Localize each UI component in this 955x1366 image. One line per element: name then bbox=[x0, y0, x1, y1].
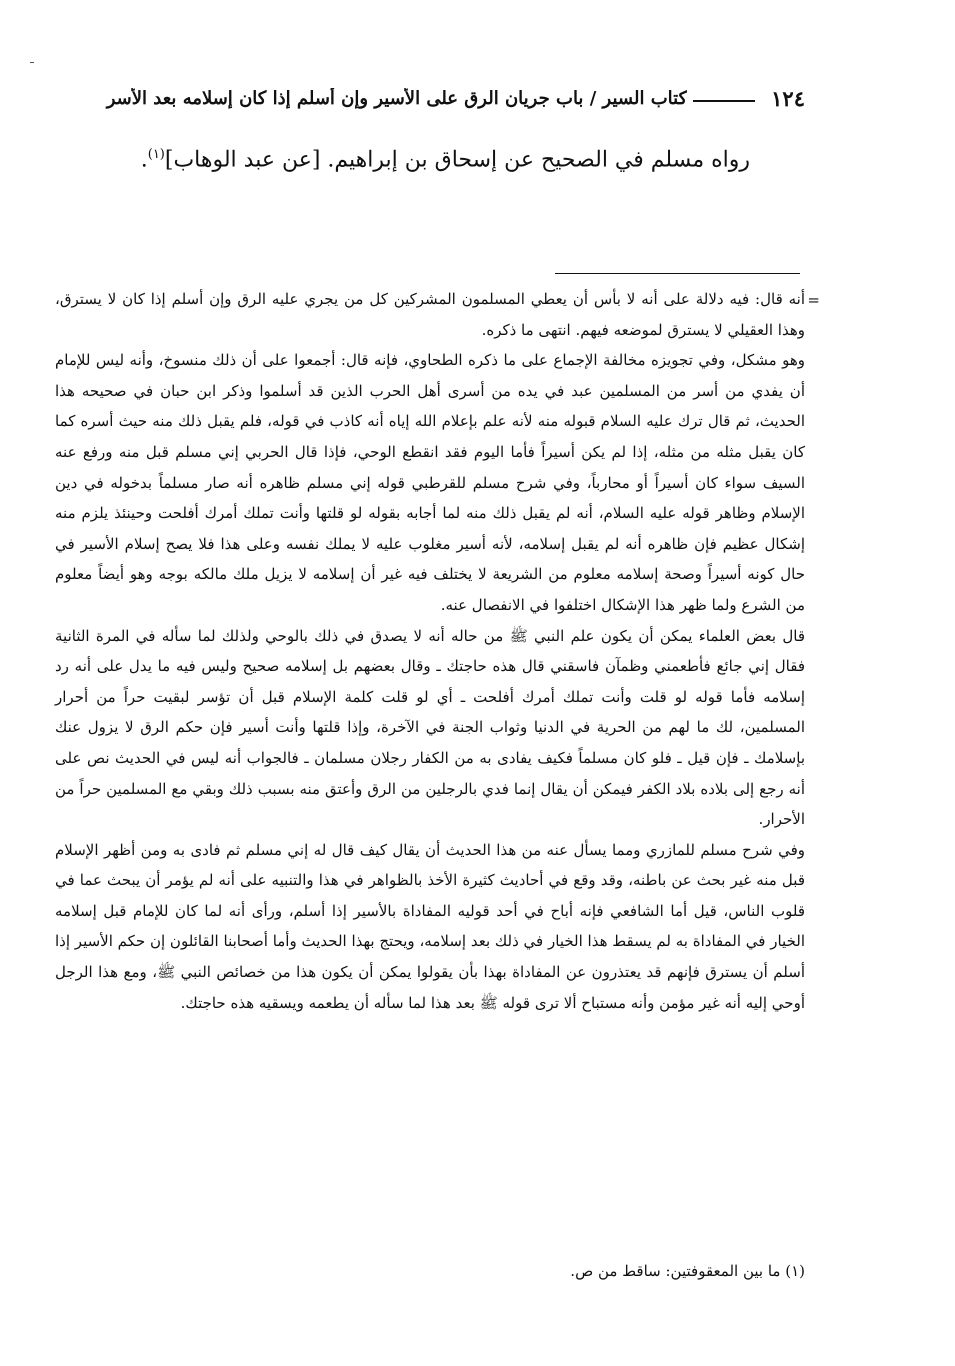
main-text-line: رواه مسلم في الصحيح عن إسحاق بن إبراهيم. [عن عبد الوهاب] bbox=[164, 147, 750, 173]
scan-speck bbox=[30, 62, 34, 63]
footnote-ref: (١) bbox=[147, 147, 165, 162]
footnote: (١) ما بين المعقوفتين: ساقط من ص. bbox=[570, 1262, 805, 1280]
commentary-paragraph: أنه قال: فيه دلالة على أنه لا بأس أن يعطي المسلمون المشركين كل من يجري عليه الرق وإن أسلم إذا كان لا يسترق، وهذا العقيلي لا يسترق لموضعه فيهم. انتهى ما ذكره. bbox=[55, 290, 805, 339]
header-rule bbox=[693, 100, 755, 102]
main-text bbox=[60, 130, 750, 185]
commentary-paragraph: وهو مشكل، وفي تجويزه مخالفة الإجماع على ما ذكره الطحاوي، فإنه قال: أجمعوا على أن ذلك منسوخ، وأنه ليس للإمام أن يفدي من أسر من المسلمين عبد في يده من أسرى أهل الحرب الذين قد أسلموا وذكر ابن حبان في صحيحه هذا الحديث، ثم قال ترك عليه السلام قبوله منه لأنه علم بإعلام الله إياه أنه كاذب في قوله، فلم يقبل ذلك منه حيث أسره كما كان يقبل مثله من مثله، إذا لم يكن أسيراً فأما اليوم فقد انقطع الوحي، فإذا قال الحربي إني مسلم قبل منه ورفع عنه السيف سواء كان أسيراً أو محارباً، وفي شرح مسلم للقرطبي قوله إني مسلم ظاهره أنه صار مسلماً بدخوله في دين الإسلام وظاهر قوله عليه السلام، أنه لم يقبل ذلك منه لما أجابه بقوله لو قلتها وأنت تملك أمرك أفلحت وحينئذ يلزم منه إشكال عظيم فإن ظاهره أنه لم يقبل إسلامه، لأنه أسير مغلوب عليه لا يملك نفسه وعلى هذا فلا يصح إسلام الأسير في حال كونه أسيراً وصحة إسلامه معلوم من الشريعة لا يختلف فيه غير أن إسلامه لا يزيل ملك مالكه بوجه وهو أيضاً معلوم من الشرع ولما ظهر هذا الإشكال اختلفوا في الانفصال عنه. bbox=[55, 351, 805, 614]
continuation-marker: = bbox=[807, 291, 820, 309]
main-text-end: . bbox=[140, 147, 148, 173]
page-number: ١٢٤ bbox=[771, 85, 805, 111]
commentary-paragraph: قال بعض العلماء يمكن أن يكون علم النبي ﷺ من حاله أنه لا يصدق في ذلك بالوحي ولذلك لما سأله في المرة الثانية فقال إني جائع فأطعمني وظمآن فاسقني قال هذه حاجتك ـ وقال بعضهم بل إسلامه صحيح وليس فيه ما يدل على أنه رد إسلامه فأما قوله لو قلت وأنت تملك أمرك أفلحت ـ أي لو قلت كلمة الإسلام قبل أن تؤسر لبقيت حراً من أحرار المسلمين، لك ما لهم من الحرية في الدنيا وثواب الجنة في الآخرة، وإذا قلتها وأنت أسير فإن حكم الرق لا يزول عنك بإسلامك ـ فإن قيل ـ فلو كان مسلماً فكيف يفادى به من الكفار رجلان مسلمان ـ فالجواب أنه ليس في الحديث نص على أنه رجع إلى بلاده بلاد الكفر فيمكن أن يقال إنما فدي بالرجلين من الرق وأعتق منه بسبب ذلك وبقي مع المسلمين حراً من الأحرار. bbox=[55, 626, 805, 829]
running-header bbox=[50, 80, 805, 116]
header-title: كتاب السير / باب جريان الرق على الأسير وإن أسلم إذا كان إسلامه بعد الأسر bbox=[106, 87, 688, 109]
footnote-divider bbox=[555, 273, 800, 274]
commentary-block bbox=[55, 284, 805, 1018]
commentary-paragraph: وفي شرح مسلم للمازري ومما يسأل عنه من هذا الحديث أن يقال كيف قال له إني مسلم ثم فادى به ومن أظهر الإسلام قبل منه غير بحث عن باطنه، وقد وقع في أحاديث كثيرة الأخذ بالظواهر في هذا والتنبيه على أنه لم يؤمر أن يبحث عما في قلوب الناس، قيل أما الشافعي فإنه أباح في أحد قوليه المفاداة بالأسير إذا أسلم، ورأى أنه لما كان للإمام قبل إسلامه الخيار في المفاداة به لم يسقط هذا الخيار في ذلك بعد إسلامه، ويحتج بهذا الحديث وأما أصحابنا القائلون إن حكم الأسير إذا أسلم أن يسترق فإنهم قد يعتذرون عن المفاداة بهذا بأن يقولوا يمكن أن يكون هذا من خصائص النبي ﷺ، ومع هذا الرجل أوحي إليه أنه غير مؤمن وأنه مستباح ألا ترى قوله ﷺ بعد هذا لما سأله أن يطعمه ويسقيه هذه حاجتك. bbox=[55, 840, 805, 1012]
